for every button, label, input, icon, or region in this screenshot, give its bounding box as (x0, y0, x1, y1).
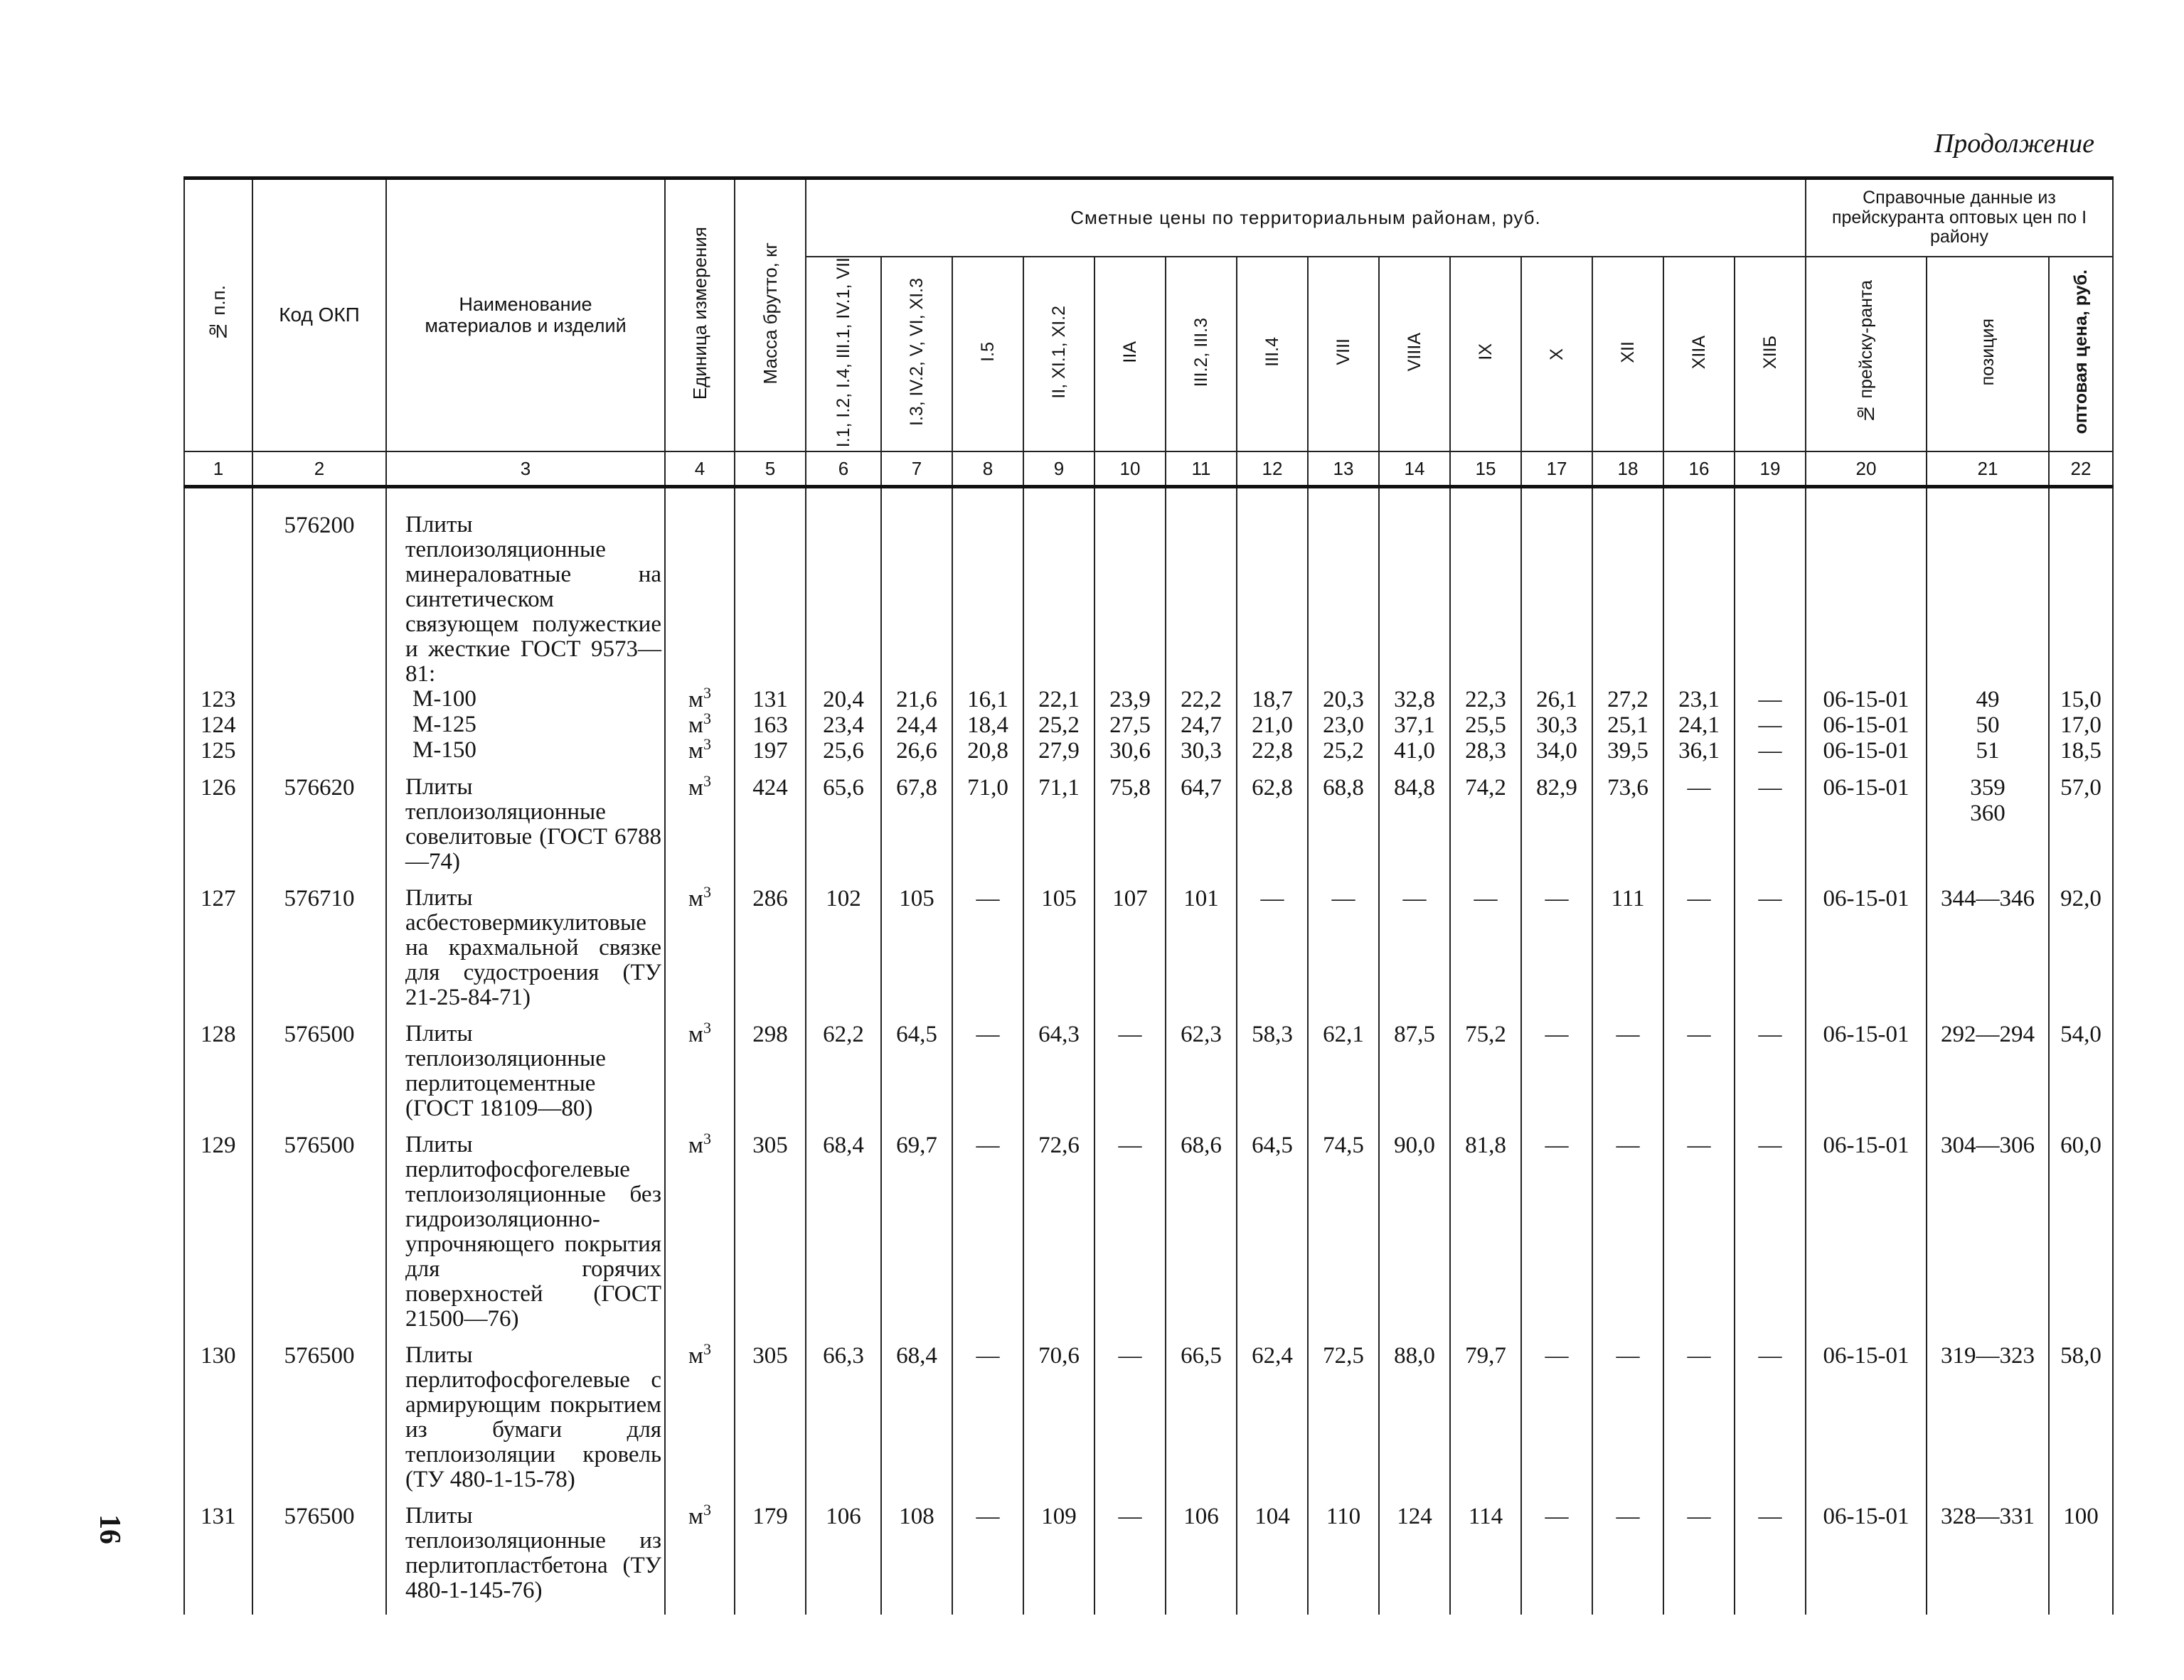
price-cell: — (1094, 1133, 1166, 1343)
name-cell: Плиты перлитофосфогелевые с армирующим покрытием из бумаги для теплоизоляции кровель (ТУ 480-1-15-78) (386, 1343, 665, 1504)
price-cell: 124 (1379, 1504, 1450, 1615)
price-cell: 106 (1166, 1504, 1237, 1615)
header-ref-col: № прейску-ранта (1806, 257, 1927, 452)
price-cell: 64,7 (1166, 775, 1237, 886)
price-cell: — (1735, 687, 1806, 712)
price-cell: 62,1 (1308, 1022, 1379, 1133)
price-cell: 34,0 (1521, 738, 1592, 775)
unit-cell: $м^3$ (665, 1133, 735, 1343)
okp-cell: 576500 (252, 1343, 386, 1504)
column-number: 4 (665, 451, 735, 487)
price-cell: 25,1 (1592, 712, 1663, 738)
position-cell: 328—331 (1927, 1504, 2049, 1615)
column-number: 22 (2049, 451, 2113, 487)
price-cell: 88,0 (1379, 1343, 1450, 1504)
continuation-label: Продолжение (1934, 129, 2094, 159)
table-body (184, 487, 2113, 1615)
column-number: 9 (1023, 451, 1094, 487)
position-cell: 359 360 (1927, 775, 2049, 886)
header-region: III.4 (1237, 257, 1308, 452)
header-okp: Код ОКП (252, 178, 386, 452)
pricelist-cell: 06-15-01 (1806, 712, 1927, 738)
price-cell: 21,0 (1237, 712, 1308, 738)
price-cell: 66,3 (806, 1343, 881, 1504)
column-number: 21 (1927, 451, 2049, 487)
header-region: X (1521, 257, 1592, 452)
price-cell: 84,8 (1379, 775, 1450, 886)
price-cell: 66,5 (1166, 1343, 1237, 1504)
mass-cell: 131 (735, 687, 806, 712)
column-number: 10 (1094, 451, 1166, 487)
price-cell: — (1521, 886, 1592, 1022)
header-region: I.3, IV.2, V, VI, XI.3 (881, 257, 952, 452)
price-cell: 102 (806, 886, 881, 1022)
price-cell: 25,5 (1450, 712, 1521, 738)
column-number: 13 (1308, 451, 1379, 487)
row-number: 129 (184, 1133, 252, 1343)
mass-cell: 286 (735, 886, 806, 1022)
header-region: XIIБ (1735, 257, 1806, 452)
table-row (184, 687, 2113, 712)
okp-cell: 576500 (252, 1022, 386, 1133)
name-cell: Плиты теплоизоляционные совелитовые (ГОСТ 6788—74) (386, 775, 665, 886)
price-cell: — (1237, 886, 1308, 1022)
unit-cell: $м^3$ (665, 687, 735, 712)
column-number: 17 (1521, 451, 1592, 487)
header-region: I.5 (952, 257, 1023, 452)
pricelist-cell: 06-15-01 (1806, 775, 1927, 886)
wholesale-price-cell: 100 (2049, 1504, 2113, 1615)
unit-cell: $м^3$ (665, 712, 735, 738)
wholesale-price-cell: 54,0 (2049, 1022, 2113, 1133)
price-cell: — (1521, 1022, 1592, 1133)
unit-cell: $м^3$ (665, 886, 735, 1022)
column-number: 16 (1663, 451, 1735, 487)
price-cell: 20,3 (1308, 687, 1379, 712)
price-cell: 72,6 (1023, 1133, 1094, 1343)
header-region: I.1, I.2, I.4, III.1, IV.1, VII (806, 257, 881, 452)
price-cell: 62,8 (1237, 775, 1308, 886)
price-cell: 104 (1237, 1504, 1308, 1615)
column-number: 14 (1379, 451, 1450, 487)
price-cell: — (1521, 1504, 1592, 1615)
column-number: 15 (1450, 451, 1521, 487)
header-ref-group: Справочные данные из прейскуранта оптовых цен по I району (1806, 178, 2113, 257)
okp-cell: 576710 (252, 886, 386, 1022)
price-cell: — (1663, 1343, 1735, 1504)
row-number: 126 (184, 775, 252, 886)
price-cell: 62,4 (1237, 1343, 1308, 1504)
price-cell: — (952, 1133, 1023, 1343)
price-cell: 81,8 (1450, 1133, 1521, 1343)
price-cell: 71,1 (1023, 775, 1094, 886)
column-number: 2 (252, 451, 386, 487)
price-table (183, 176, 2114, 1615)
price-cell: — (1663, 1504, 1735, 1615)
price-cell: 27,5 (1094, 712, 1166, 738)
header-index: № п.п. (184, 178, 252, 452)
price-cell: — (952, 1022, 1023, 1133)
position-cell: 292—294 (1927, 1022, 2049, 1133)
price-cell: 24,4 (881, 712, 952, 738)
price-cell: 105 (881, 886, 952, 1022)
price-cell: 67,8 (881, 775, 952, 886)
price-cell: — (1592, 1133, 1663, 1343)
price-cell: 90,0 (1379, 1133, 1450, 1343)
price-cell: 16,1 (952, 687, 1023, 712)
okp-cell: 576200 (252, 513, 386, 687)
item-name: М-150 (386, 738, 665, 775)
header-region: VIIIА (1379, 257, 1450, 452)
mass-cell: 197 (735, 738, 806, 775)
price-cell: 73,6 (1592, 775, 1663, 886)
price-cell: — (952, 1343, 1023, 1504)
column-number: 5 (735, 451, 806, 487)
column-number-row (184, 451, 2113, 487)
price-cell: 68,4 (806, 1133, 881, 1343)
price-cell: 74,2 (1450, 775, 1521, 886)
name-cell: Плиты перлитофосфогелевые теплоизоляционные без гидроизоляционно-упрочняющего покрытия для горячих поверхностей (ГОСТ 21500—76) (386, 1133, 665, 1343)
price-cell: 109 (1023, 1504, 1094, 1615)
price-cell: 39,5 (1592, 738, 1663, 775)
price-cell: 27,2 (1592, 687, 1663, 712)
price-cell: 62,3 (1166, 1022, 1237, 1133)
column-number: 18 (1592, 451, 1663, 487)
price-cell: 107 (1094, 886, 1166, 1022)
pricelist-cell: 06-15-01 (1806, 886, 1927, 1022)
price-cell: 79,7 (1450, 1343, 1521, 1504)
price-cell: 30,6 (1094, 738, 1166, 775)
price-cell: 68,4 (881, 1343, 952, 1504)
price-cell: — (952, 886, 1023, 1022)
table-header (184, 178, 2113, 452)
header-ref-col: оптовая цена, руб. (2049, 257, 2113, 452)
wholesale-price-cell: 92,0 (2049, 886, 2113, 1022)
header-ref-col: позиция (1927, 257, 2049, 452)
price-cell: 74,5 (1308, 1133, 1379, 1343)
pricelist-cell: 06-15-01 (1806, 1133, 1927, 1343)
price-cell: 22,8 (1237, 738, 1308, 775)
price-cell: 37,1 (1379, 712, 1450, 738)
price-cell: 69,7 (881, 1133, 952, 1343)
wholesale-price-cell: 60,0 (2049, 1133, 2113, 1343)
column-number: 19 (1735, 451, 1806, 487)
price-cell: — (1735, 1022, 1806, 1133)
header-region: VIII (1308, 257, 1379, 452)
header-region: IX (1450, 257, 1521, 452)
name-cell: Плиты теплоизоляционные из перлитопластбетона (ТУ 480-1-145-76) (386, 1504, 665, 1615)
price-cell: 24,7 (1166, 712, 1237, 738)
price-cell: 23,4 (806, 712, 881, 738)
price-cell: 20,8 (952, 738, 1023, 775)
wholesale-price-cell: 17,0 (2049, 712, 2113, 738)
header-unit: Единица измерения (665, 178, 735, 452)
price-cell: 25,2 (1023, 712, 1094, 738)
price-cell: — (1592, 1343, 1663, 1504)
price-cell: — (1592, 1504, 1663, 1615)
price-cell: 70,6 (1023, 1343, 1094, 1504)
price-cell: — (952, 1504, 1023, 1615)
price-cell: 30,3 (1166, 738, 1237, 775)
price-cell: — (1735, 886, 1806, 1022)
column-number: 11 (1166, 451, 1237, 487)
mass-cell: 163 (735, 712, 806, 738)
row-number: 125 (184, 738, 252, 775)
table-row (184, 738, 2113, 775)
position-cell: 50 (1927, 712, 2049, 738)
wholesale-price-cell: 15,0 (2049, 687, 2113, 712)
mass-cell: 305 (735, 1133, 806, 1343)
name-cell: Плиты асбестовермикулитовые на крахмальной связке для судостроения (ТУ 21-25-84-71) (386, 886, 665, 1022)
price-cell: 114 (1450, 1504, 1521, 1615)
column-number: 12 (1237, 451, 1308, 487)
table-row (184, 1022, 2113, 1133)
row-number: 124 (184, 712, 252, 738)
price-cell: — (1521, 1133, 1592, 1343)
header-region: II, XI.1, XI.2 (1023, 257, 1094, 452)
price-cell: 22,3 (1450, 687, 1521, 712)
price-cell: 105 (1023, 886, 1094, 1022)
price-cell: — (1379, 886, 1450, 1022)
price-cell: 18,4 (952, 712, 1023, 738)
pricelist-cell: 06-15-01 (1806, 1022, 1927, 1133)
mass-cell: 424 (735, 775, 806, 886)
wholesale-price-cell: 57,0 (2049, 775, 2113, 886)
price-cell: — (1592, 1022, 1663, 1133)
table-row (184, 513, 2113, 687)
table-row (184, 1343, 2113, 1504)
row-number: 127 (184, 886, 252, 1022)
unit-cell: $м^3$ (665, 1022, 735, 1133)
column-number: 1 (184, 451, 252, 487)
table-row (184, 1504, 2113, 1615)
price-cell: 108 (881, 1504, 952, 1615)
price-cell: 27,9 (1023, 738, 1094, 775)
price-cell: — (1735, 1133, 1806, 1343)
unit-cell: $м^3$ (665, 775, 735, 886)
price-cell: — (1663, 1133, 1735, 1343)
mass-cell: 298 (735, 1022, 806, 1133)
name-cell: Плиты теплоизоляционные минераловатные на синтетическом связующем полужесткие и жесткие ГОСТ 9573—81: (386, 513, 665, 687)
header-mass: Масса брутто, кг (735, 178, 806, 452)
okp-cell: 576620 (252, 775, 386, 886)
table-row (184, 712, 2113, 738)
price-cell: 26,1 (1521, 687, 1592, 712)
price-cell: — (1663, 886, 1735, 1022)
pricelist-cell: 06-15-01 (1806, 687, 1927, 712)
price-cell: — (1735, 1504, 1806, 1615)
price-cell: 36,1 (1663, 738, 1735, 775)
row-number: 131 (184, 1504, 252, 1615)
price-cell: — (1094, 1022, 1166, 1133)
column-number: 20 (1806, 451, 1927, 487)
header-name: Наименование материалов и изделий (386, 178, 665, 452)
price-cell: 64,5 (1237, 1133, 1308, 1343)
position-cell: 51 (1927, 738, 2049, 775)
price-cell: 111 (1592, 886, 1663, 1022)
price-cell: 21,6 (881, 687, 952, 712)
position-cell: 304—306 (1927, 1133, 2049, 1343)
price-cell: 26,6 (881, 738, 952, 775)
pricelist-cell: 06-15-01 (1806, 1343, 1927, 1504)
mass-cell: 305 (735, 1343, 806, 1504)
header-region: III.2, III.3 (1166, 257, 1237, 452)
price-cell: 30,3 (1521, 712, 1592, 738)
header-prices-group: Сметные цены по территориальным районам, руб. (806, 178, 1806, 257)
price-cell: 32,8 (1379, 687, 1450, 712)
item-name: М-125 (386, 712, 665, 738)
price-cell: 22,2 (1166, 687, 1237, 712)
unit-cell: $м^3$ (665, 738, 735, 775)
price-cell: — (1094, 1504, 1166, 1615)
header-region: XIIА (1663, 257, 1735, 452)
price-cell: 82,9 (1521, 775, 1592, 886)
price-cell: 24,1 (1663, 712, 1735, 738)
mass-cell: 179 (735, 1504, 806, 1615)
price-cell: 62,2 (806, 1022, 881, 1133)
price-cell: 72,5 (1308, 1343, 1379, 1504)
price-cell: — (1521, 1343, 1592, 1504)
price-cell: 65,6 (806, 775, 881, 886)
column-number: 3 (386, 451, 665, 487)
price-cell: — (1735, 1343, 1806, 1504)
price-cell: 23,1 (1663, 687, 1735, 712)
okp-cell: 576500 (252, 1504, 386, 1615)
wholesale-price-cell: 18,5 (2049, 738, 2113, 775)
price-cell: 28,3 (1450, 738, 1521, 775)
wholesale-price-cell: 58,0 (2049, 1343, 2113, 1504)
price-cell: 22,1 (1023, 687, 1094, 712)
price-cell: 87,5 (1379, 1022, 1450, 1133)
column-number: 7 (881, 451, 952, 487)
price-cell: 23,9 (1094, 687, 1166, 712)
price-cell: 23,0 (1308, 712, 1379, 738)
unit-cell: $м^3$ (665, 1343, 735, 1504)
price-cell: — (1450, 886, 1521, 1022)
item-name: М-100 (386, 687, 665, 712)
price-cell: — (1735, 712, 1806, 738)
price-cell: — (1308, 886, 1379, 1022)
table-row (184, 775, 2113, 886)
price-cell: 71,0 (952, 775, 1023, 886)
price-cell: — (1735, 738, 1806, 775)
unit-cell: $м^3$ (665, 1504, 735, 1615)
price-cell: 68,6 (1166, 1133, 1237, 1343)
price-cell: 106 (806, 1504, 881, 1615)
price-cell: 25,2 (1308, 738, 1379, 775)
price-cell: 58,3 (1237, 1022, 1308, 1133)
column-number: 8 (952, 451, 1023, 487)
price-cell: 64,3 (1023, 1022, 1094, 1133)
name-cell: Плиты теплоизоляционные перлитоцементные (ГОСТ 18109—80) (386, 1022, 665, 1133)
price-cell: 75,2 (1450, 1022, 1521, 1133)
price-cell: 110 (1308, 1504, 1379, 1615)
row-number: 123 (184, 687, 252, 712)
pricelist-cell: 06-15-01 (1806, 1504, 1927, 1615)
table-row (184, 1133, 2113, 1343)
price-cell: — (1663, 1022, 1735, 1133)
header-region: IIА (1094, 257, 1166, 452)
price-cell: 41,0 (1379, 738, 1450, 775)
price-cell: 64,5 (881, 1022, 952, 1133)
position-cell: 319—323 (1927, 1343, 2049, 1504)
pricelist-cell: 06-15-01 (1806, 738, 1927, 775)
table-row (184, 886, 2113, 1022)
price-cell: 75,8 (1094, 775, 1166, 886)
price-cell: 25,6 (806, 738, 881, 775)
position-cell: 344—346 (1927, 886, 2049, 1022)
position-cell: 49 (1927, 687, 2049, 712)
price-cell: 68,8 (1308, 775, 1379, 886)
price-cell: — (1663, 775, 1735, 886)
row-number: 130 (184, 1343, 252, 1504)
page-number: 16 (93, 1514, 126, 1544)
price-cell: — (1094, 1343, 1166, 1504)
row-number: 128 (184, 1022, 252, 1133)
price-cell: — (1735, 775, 1806, 886)
column-number: 6 (806, 451, 881, 487)
price-cell: 18,7 (1237, 687, 1308, 712)
price-cell: 101 (1166, 886, 1237, 1022)
price-cell: 20,4 (806, 687, 881, 712)
okp-cell: 576500 (252, 1133, 386, 1343)
header-region: XII (1592, 257, 1663, 452)
